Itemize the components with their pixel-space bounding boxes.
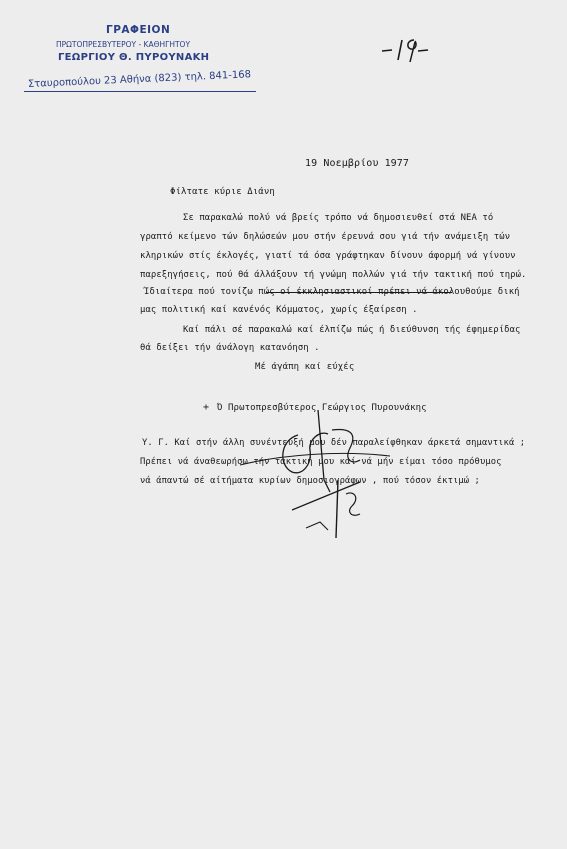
letterhead-office: ΓΡΑΦΕΙΟΝ <box>106 24 171 36</box>
postscript-line: Υ. Γ. Καί στήν άλλη συνέντευξή μου δέν παραλείφθηκαν άρκετά σημαντικά ; <box>142 438 526 448</box>
body-line: Σε παρακαλώ πολύ νά βρείς τρόπο νά δημοσιευθεί στά ΝΕΑ τό <box>183 213 494 223</box>
letter-closing: Μέ άγάπη καί εύχές <box>255 362 355 372</box>
letterhead-title: ΠΡΩΤΟΠΡΕΣΒΥΤΕΡΟΥ - ΚΑΘΗΓΗΤΟΥ <box>56 40 191 49</box>
body-line: παρεξηγήσεις, πού θά άλλάξουν τή γνώμη πολλών γιά τήν τακτική πού τηρώ. <box>140 270 527 280</box>
cross-symbol: + <box>203 402 210 413</box>
letter-date: 19 Νοεμβρίου 1977 <box>305 158 410 169</box>
body-line: Καί πάλι σέ παρακαλώ καί έλπίζω πώς ή διεύθυνση τής έφημερίδας <box>183 325 521 335</box>
letterhead-rule <box>24 91 256 92</box>
body-line: Ίδιαίτερα πού τονίζω πώς οί έκκλησιαστικοί πρέπει νά άκολουθούμε δική <box>144 287 520 297</box>
letter-signature-line: Ό Πρωτοπρεσβύτερος Γεώργιος Πυρουνάκης <box>217 403 427 413</box>
body-line: γραπτό κείμενο τών δηλώσεών μου στήν έρευνά σου γιά τήν ανάμειξη τών <box>140 232 511 242</box>
handwritten-signature <box>220 410 420 550</box>
strikethrough-mark <box>266 292 452 293</box>
page-number <box>380 34 430 64</box>
letterhead-address: Σταυροπούλου 23 Αθήνα (823) τηλ. 841-168 <box>27 69 252 90</box>
body-line: θά δείξει τήν άνάλογη κατανόηση . <box>140 343 320 353</box>
letterhead-name: ΓΕΩΡΓΙΟΥ Θ. ΠΥΡΟΥΝΑΚΗ <box>58 52 210 63</box>
body-line: κληρικών στίς έκλογές, γιατί τά όσα γράφτηκαν δίνουν άφορμή νά γίνουν <box>140 251 516 261</box>
body-line: μας πολιτική καί κανένός Κόμματος, χωρίς έξαίρεση . <box>140 305 418 315</box>
letter-salutation: Φίλτατε κύριε Διάνη <box>170 187 275 197</box>
postscript-line: Πρέπει νά άναθεωρήσω τήν τακτική μου καί νά μήν είμαι τόσο πρόθυμος <box>140 457 502 467</box>
postscript-line: νά άπαντώ σέ αίτήματα κυρίων δημοσιογράφων , πού τόσον έκτιμώ ; <box>140 476 480 486</box>
handwritten-page-number <box>380 34 430 64</box>
